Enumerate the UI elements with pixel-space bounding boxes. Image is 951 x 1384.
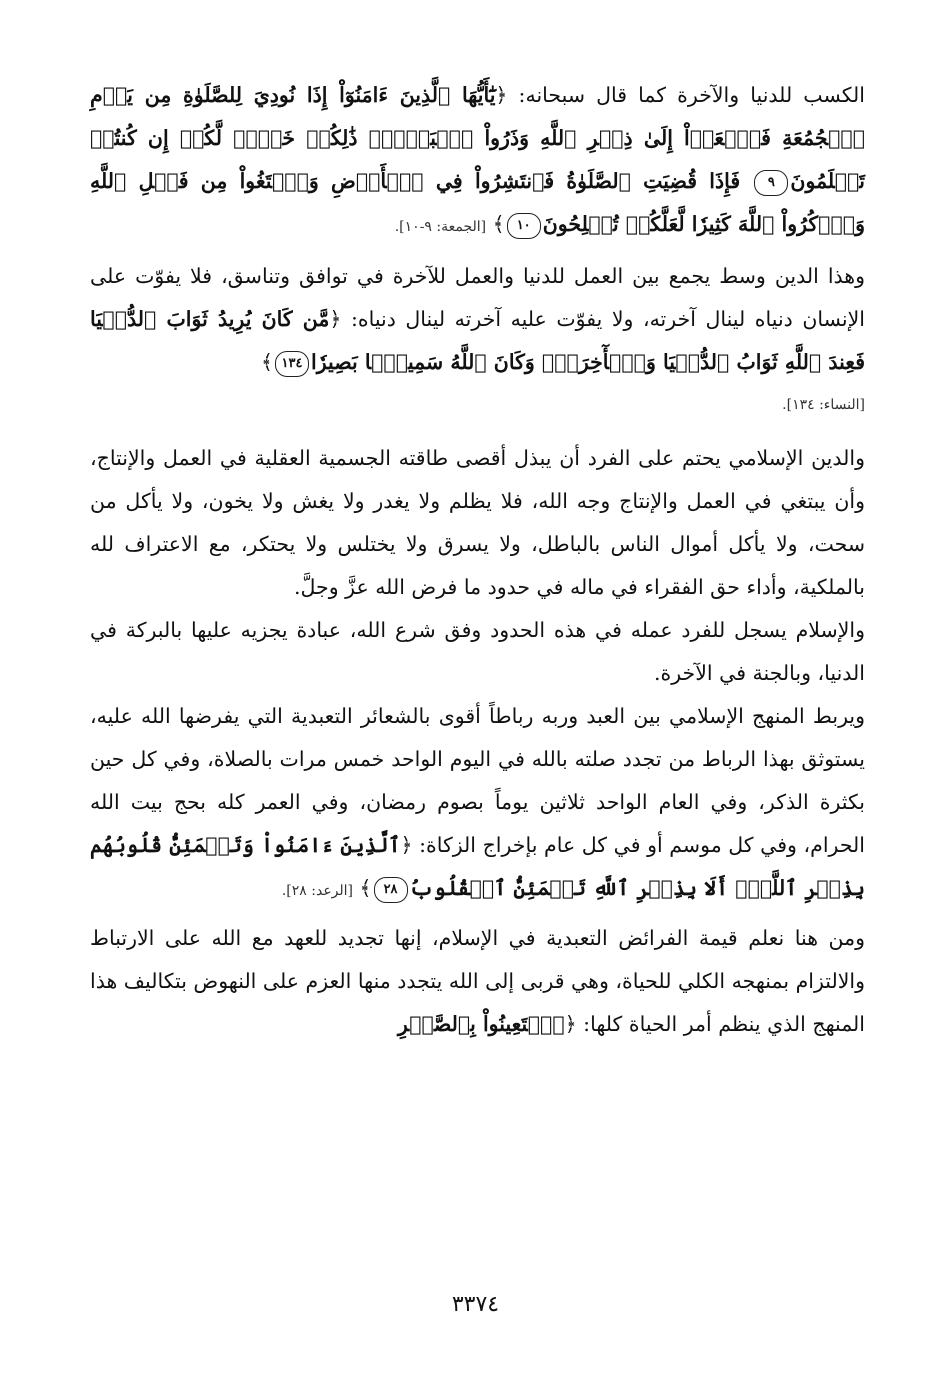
verse-reference: [الرعد: ٢٨]. <box>281 883 354 899</box>
ayah-number-marker: ٢٨ <box>374 877 408 903</box>
paragraph-text: ومن هنا نعلم قيمة الفرائض التعبدية في الإسلام، إنها تجديد للعهد مع الله على الارتباط والالتزام بمنهجه الكلي للحياة، وهي قربى إلى الله يتجدد منها العزم على النهوض بتكاليف هذا المنهج الذي ينظم أمر الحياة كلها: <box>90 926 865 1036</box>
page-body <box>90 74 865 1046</box>
paragraph-rituals <box>90 695 865 913</box>
page-number: ٣٣٧٤ <box>451 1292 500 1317</box>
paragraph-text: وهذا الدين وسط يجمع بين العمل للدنيا والعمل للآخرة في توافق وتناسق، فلا يفوّت على الإنسان دنياه لينال آخرته، ولا يفوّت عليه آخرته لينال دنياه: <box>90 264 865 331</box>
verse-text: ٱلَّذِينَ ءَامَنُواْ وَتَطۡمَئِنُّ قُلُوبُهُم بِذِكۡرِ ٱللَّهِۗ أَلَا بِذِكۡرِ ٱللَّهِ تَطۡمَئِنُّ ٱلۡقُلُوبُ <box>90 833 865 900</box>
verse-close-bracket: ﴾ <box>359 876 372 900</box>
ayah-number-marker: ١٣٤ <box>275 351 309 377</box>
ayah-number-marker: ٩ <box>754 170 788 196</box>
quran-verse <box>398 1012 577 1036</box>
paragraph-text: الكسب للدنيا والآخرة كما قال سبحانه: <box>507 83 865 107</box>
ayah-number-marker: ١٠ <box>507 213 541 239</box>
verse-text: يَٰٓأَيُّهَا ٱلَّذِينَ ءَامَنُوٓاْ إِذَا نُودِيَ لِلصَّلَوٰةِ مِن يَوۡمِ ٱلۡجُمُعَةِ فَٱسۡعَوۡاْ إِلَىٰ ذِكۡرِ ٱللَّهِ وَذَرُواْ ٱلۡبَيۡعَۚ ذَٰلِكُمۡ خَيۡرٞ لَّكُمۡ إِن كُنتُمۡ تَعۡلَمُونَ <box>90 83 866 193</box>
verse-open-bracket: ﴿ <box>495 83 508 107</box>
paragraph-obligations-value <box>90 917 865 1046</box>
verse-reference: [الجمعة: ٩-١٠]. <box>394 219 487 235</box>
verse-reference: [النساء: ١٣٤]. <box>782 397 865 413</box>
verse-text: ٱسۡتَعِينُواْ بِٱلصَّبۡرِ <box>397 1012 565 1036</box>
verse-close-bracket: ﴾ <box>261 350 274 374</box>
verse-text: فَإِذَا قُضِيَتِ ٱلصَّلَوٰةُ فَٱنتَشِرُواْ فِي ٱلۡأَرۡضِ وَٱبۡتَغُواْ مِن فَضۡلِ ٱللَّهِ وَٱذۡكُرُواْ ٱللَّهَ كَثِيرٗا لَّعَلَّكُمۡ تُفۡلِحُونَ <box>90 169 865 236</box>
verse-close-bracket: ﴾ <box>492 212 505 236</box>
paragraph-text: والإسلام يسجل للفرد عمله في هذه الحدود وفق شرع الله، عبادة يجزيه عليها بالبركة في الدنيا، وبالجنة في الآخرة. <box>90 618 865 685</box>
paragraph-worship-reward <box>90 609 865 695</box>
verse-open-bracket: ﴿ <box>400 833 413 857</box>
paragraph-text: ويربط المنهج الإسلامي بين العبد وربه رباطاً أقوى بالشعائر التعبدية التي يفرضها الله عليه، يستوثق بهذا الرباط من تجدد صلته بالله في اليوم الواحد خمس مرات بالصلاة، وفي كل حين بكثرة الذكر، وفي العام الواحد ثلاثين يوماً بصوم رمضان، وفي العمر كله بحج بيت الله الحرام، وفي كل موسم أو في كل عام بإخراج الزكاة: <box>90 704 865 857</box>
paragraph-balance <box>90 255 865 427</box>
verse-open-bracket: ﴿ <box>564 1012 577 1036</box>
verse-open-bracket: ﴿ <box>329 307 342 331</box>
paragraph-friday-verse <box>90 74 865 249</box>
paragraph-work-ethics <box>90 437 865 609</box>
verse-text: مَّن كَانَ يُرِيدُ ثَوَابَ ٱلدُّنۡيَا فَعِندَ ٱللَّهِ ثَوَابُ ٱلدُّنۡيَا وَٱلۡأٓخِرَةِۚ وَكَانَ ٱللَّهُ سَمِيعَۢا بَصِيرٗا <box>90 307 865 374</box>
paragraph-text: والدين الإسلامي يحتم على الفرد أن يبذل أقصى طاقته الجسمية العقلية في العمل والإنتاج، وأن يبتغي في العمل والإنتاج وجه الله، فلا يظلم ولا يغدر ولا يغش ولا يخون، ولا يأكل من سحت، ولا يأكل أموال الناس بالباطل، ولا يسرق ولا يختلس ولا يحتكر، مع الاعتراف لله بالملكية، وأداء حق الفقراء في ماله في حدود ما فرض الله عزَّ وجلَّ. <box>90 446 865 599</box>
